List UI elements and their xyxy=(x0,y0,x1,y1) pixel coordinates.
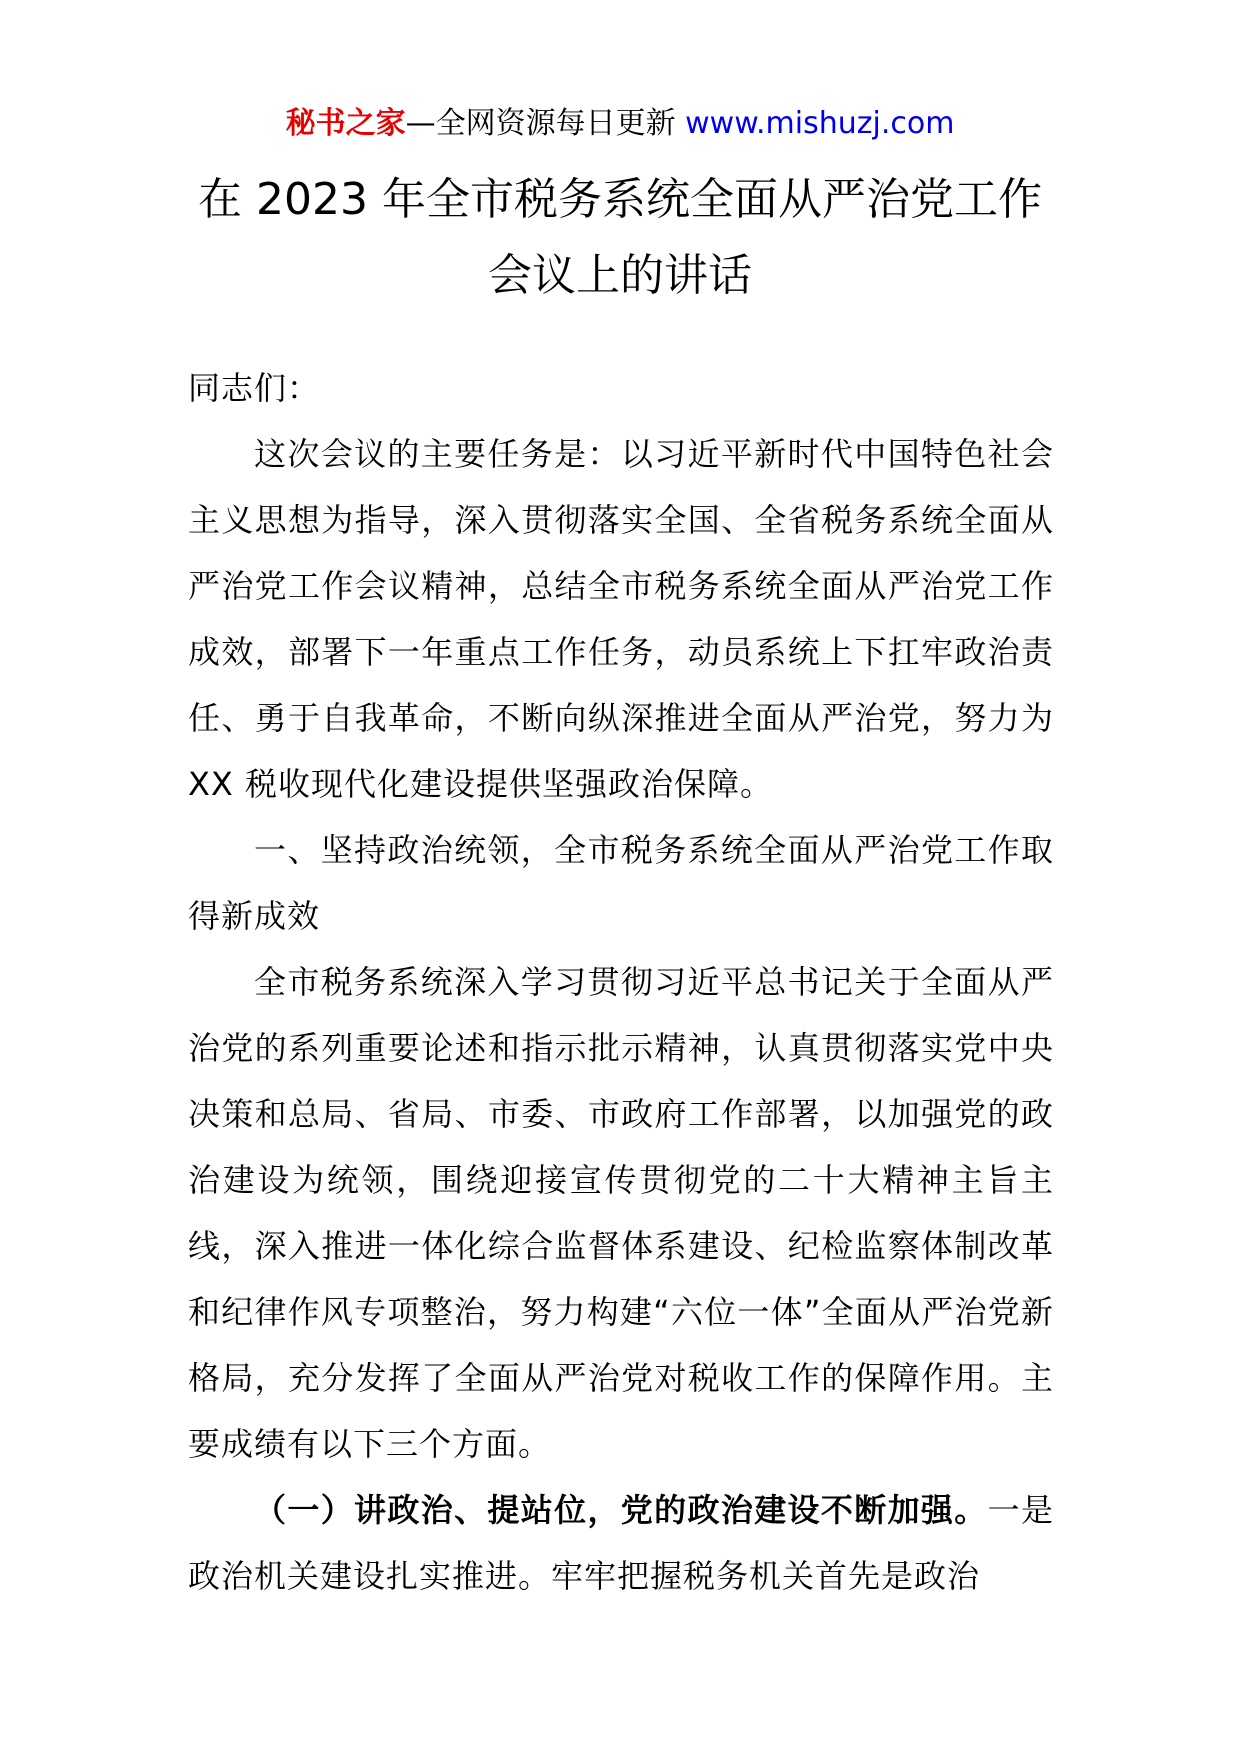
paragraph-achievements: 全市税务系统深入学习贯彻习近平总书记关于全面从严治党的系列重要论述和指示批示精神，认真贯彻落实党中央决策和总局、省局、市委、市政府工作部署，以加强党的政治建设为统领，围绕迎接宣传贯彻党的二十大精神主旨主线，深入推进一体化综合监督体系建设、纪检监察体制改革和纪律作风专项整治，努力构建“六位一体”全面从严治党新格局，充分发挥了全面从严治党对税收工作的保障作用。主要成绩有以下三个方面。 xyxy=(188,963,1054,1463)
title-line-2: 会议上的讲话 xyxy=(488,250,752,301)
header-tagline: —全网资源每日更新 xyxy=(405,106,676,141)
title-line-1: 在 2023 年全市税务系统全面从严治党工作 xyxy=(198,174,1042,225)
subsection-1-heading: （一）讲政治、提站位，党的政治建设不断加强。 xyxy=(254,1491,988,1529)
paragraph-intro: 这次会议的主要任务是：以习近平新时代中国特色社会主义思想为指导，深入贯彻落实全国、全省税务系统全面从严治党工作会议精神，总结全市税务系统全面从严治党工作成效，部署下一年重点工作任务，动员系统上下扛牢政治责任、勇于自我革命，不断向纵深推进全面从严治党，努力为 XX 税收现代化建设提供坚强政治保障。 xyxy=(188,435,1054,803)
brand-name: 秘书之家 xyxy=(285,106,406,141)
salutation: 同志们： xyxy=(188,369,321,407)
subsection-1 xyxy=(188,1477,1054,1609)
subsection-1-text: 一是政治机关建设扎实推进。牢牢把握税务机关首先是政治 xyxy=(188,1491,1054,1595)
site-link[interactable]: www.mishuzj.com xyxy=(685,106,955,141)
document-title xyxy=(0,162,1240,314)
watermark-header xyxy=(0,100,1240,148)
section-heading-1: 一、坚持政治统领，全市税务系统全面从严治党工作取得新成效 xyxy=(188,831,1054,935)
document-body xyxy=(188,355,1054,1609)
